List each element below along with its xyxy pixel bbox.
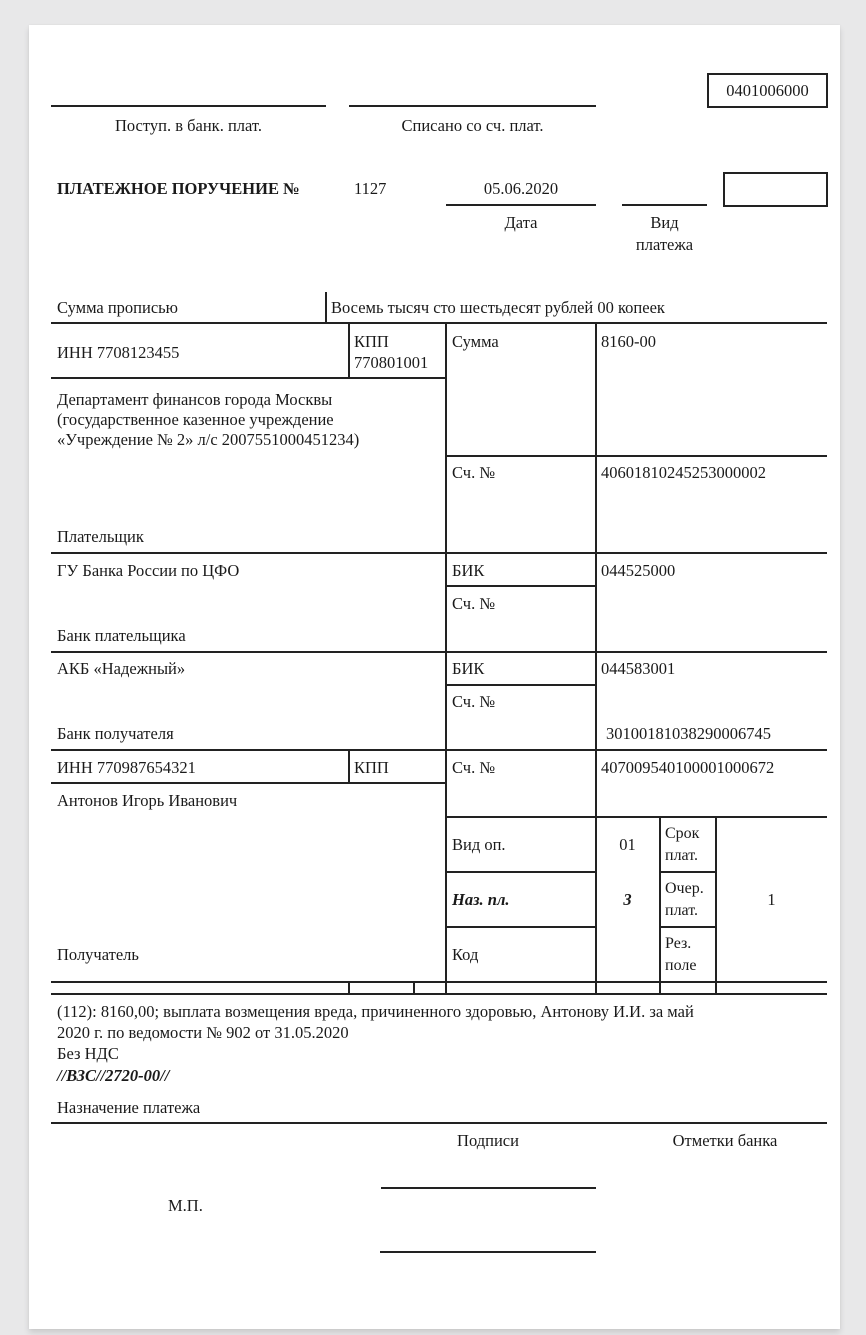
op-row-line-2b — [660, 926, 716, 928]
date-label: Дата — [504, 213, 538, 232]
payee-inn-bottom-line — [51, 782, 446, 784]
payee-label: Получатель — [57, 945, 139, 964]
purpose-label: Назначение платежа — [57, 1098, 201, 1117]
payer-label: Плательщик — [57, 527, 144, 546]
payer-name-line-3: «Учреждение № 2» л/с 2007551000451234) — [57, 430, 360, 449]
amount-words-value[interactable]: Восемь тысяч сто шестьдесят рублей 00 копеек — [331, 298, 665, 317]
payment-type-label-1: Вид — [650, 213, 679, 232]
payee-name[interactable]: Антонов Игорь Иванович — [57, 791, 238, 810]
payee-account-label: Сч. № — [452, 758, 496, 777]
reserved-label-2: поле — [665, 957, 697, 974]
payee-kpp-divider — [348, 749, 350, 783]
sum-bottom-line — [446, 455, 827, 457]
payee-bank-bik-label: БИК — [452, 659, 485, 678]
op-type-value[interactable]: 01 — [619, 835, 636, 854]
amount-words-divider — [325, 292, 327, 323]
payer-kpp-label: КПП — [354, 332, 389, 351]
payee-account[interactable]: 40700954010000100067​2 — [601, 758, 775, 777]
payment-type-label-2: платежа — [635, 235, 694, 254]
op-row-line-2a — [446, 926, 596, 928]
stamp-label: М.П. — [168, 1196, 203, 1215]
op-row-line-1b — [660, 871, 716, 873]
op-col-divider-1 — [659, 816, 661, 994]
payee-bank-account[interactable]: 30100181038290006745 — [606, 724, 771, 743]
document-number[interactable]: 1127 — [354, 179, 387, 198]
purpose-line-1: (112): 8160,00; выплата возмещения вреда, причиненного здоровью, Антонову И.И. за май — [57, 1002, 694, 1021]
purpose-code-label: Наз. пл. — [452, 890, 510, 909]
purpose-code-line: //ВЗС//2720-00// — [57, 1066, 170, 1085]
payee-kpp-label: КПП — [354, 758, 389, 777]
payee-bank-bik[interactable]: 044583001 — [601, 659, 676, 678]
payer-name-line-2: (государственное казенное учреждение — [57, 410, 334, 429]
tax-field-divider-2 — [413, 981, 415, 994]
due-label-2: плат. — [665, 847, 699, 864]
payee-inn[interactable]: ИНН 770987654321 — [57, 758, 196, 777]
payer-bank-bik[interactable]: 044525000 — [601, 561, 676, 580]
table-top-line — [51, 322, 827, 324]
tax-fields-top-line — [51, 981, 827, 983]
purpose-line-2: 2020 г. по ведомости № 902 от 31.05.2020 — [57, 1023, 349, 1042]
debited-line — [349, 105, 596, 107]
priority-value[interactable]: 1 — [767, 890, 776, 909]
payer-inn-bottom-line — [51, 377, 446, 379]
reserved-label-1: Рез. — [665, 935, 692, 952]
payer-name-line-1: Департамент финансов города Москвы — [57, 390, 333, 409]
purpose-bottom-line — [51, 1122, 827, 1124]
op-row-line-1a — [446, 871, 596, 873]
payee-account-bottom-line — [446, 816, 827, 818]
payer-kpp-divider — [348, 322, 350, 378]
payment-type-line — [622, 204, 707, 206]
payer-account-label: Сч. № — [452, 463, 496, 482]
status-box[interactable] — [723, 172, 828, 207]
signatures-label: Подписи — [457, 1131, 519, 1150]
payee-bank-bottom-line — [51, 749, 827, 751]
col-divider-labels — [445, 322, 447, 994]
op-type-label: Вид оп. — [452, 835, 506, 854]
payer-bank-bik-line — [446, 585, 596, 587]
signature-line-2[interactable] — [380, 1251, 596, 1253]
debited-label: Списано со сч. плат. — [401, 116, 544, 135]
payer-inn[interactable]: ИНН 7708123455 — [57, 343, 180, 362]
sum-value[interactable]: 8160-00 — [601, 332, 656, 351]
payer-account[interactable]: 40601810245253000002 — [601, 463, 766, 482]
payee-bank-bik-line — [446, 684, 596, 686]
payee-bank-name[interactable]: АКБ «Надежный» — [57, 659, 186, 678]
payer-bottom-line — [51, 552, 827, 554]
sum-label: Сумма — [452, 332, 499, 351]
code-label: Код — [452, 945, 479, 964]
payer-bank-name[interactable]: ГУ Банка России по ЦФО — [57, 561, 240, 580]
amount-words-label: Сумма прописью — [57, 298, 179, 317]
document-date[interactable]: 05.06.2020 — [483, 179, 559, 198]
tax-fields-bottom-line — [51, 993, 827, 995]
payer-bank-account-label: Сч. № — [452, 594, 496, 613]
received-label: Поступ. в банк. плат. — [114, 116, 262, 135]
form-code-box — [707, 73, 828, 108]
due-label-1: Срок — [665, 825, 700, 842]
document-title: ПЛАТЕЖНОЕ ПОРУЧЕНИЕ № — [57, 179, 300, 198]
bank-marks-label: Отметки банка — [672, 1131, 778, 1150]
purpose-line-3: Без НДС — [57, 1044, 119, 1063]
form-code: 0401006000 — [726, 81, 809, 100]
purpose-code-value[interactable]: 3 — [623, 890, 632, 909]
payer-bank-label: Банк плательщика — [57, 626, 186, 645]
payee-bank-label: Банк получателя — [57, 724, 174, 743]
priority-label-2: плат. — [665, 902, 699, 919]
payer-bank-bik-label: БИК — [452, 561, 485, 580]
priority-label-1: Очер. — [665, 880, 704, 897]
tax-field-divider-1 — [348, 981, 350, 994]
date-line — [446, 204, 596, 206]
payer-kpp[interactable]: 770801001 — [354, 353, 429, 372]
payer-bank-bottom-line — [51, 651, 827, 653]
signature-line-1[interactable] — [381, 1187, 596, 1189]
payee-bank-account-label: Сч. № — [452, 692, 496, 711]
received-line — [51, 105, 326, 107]
